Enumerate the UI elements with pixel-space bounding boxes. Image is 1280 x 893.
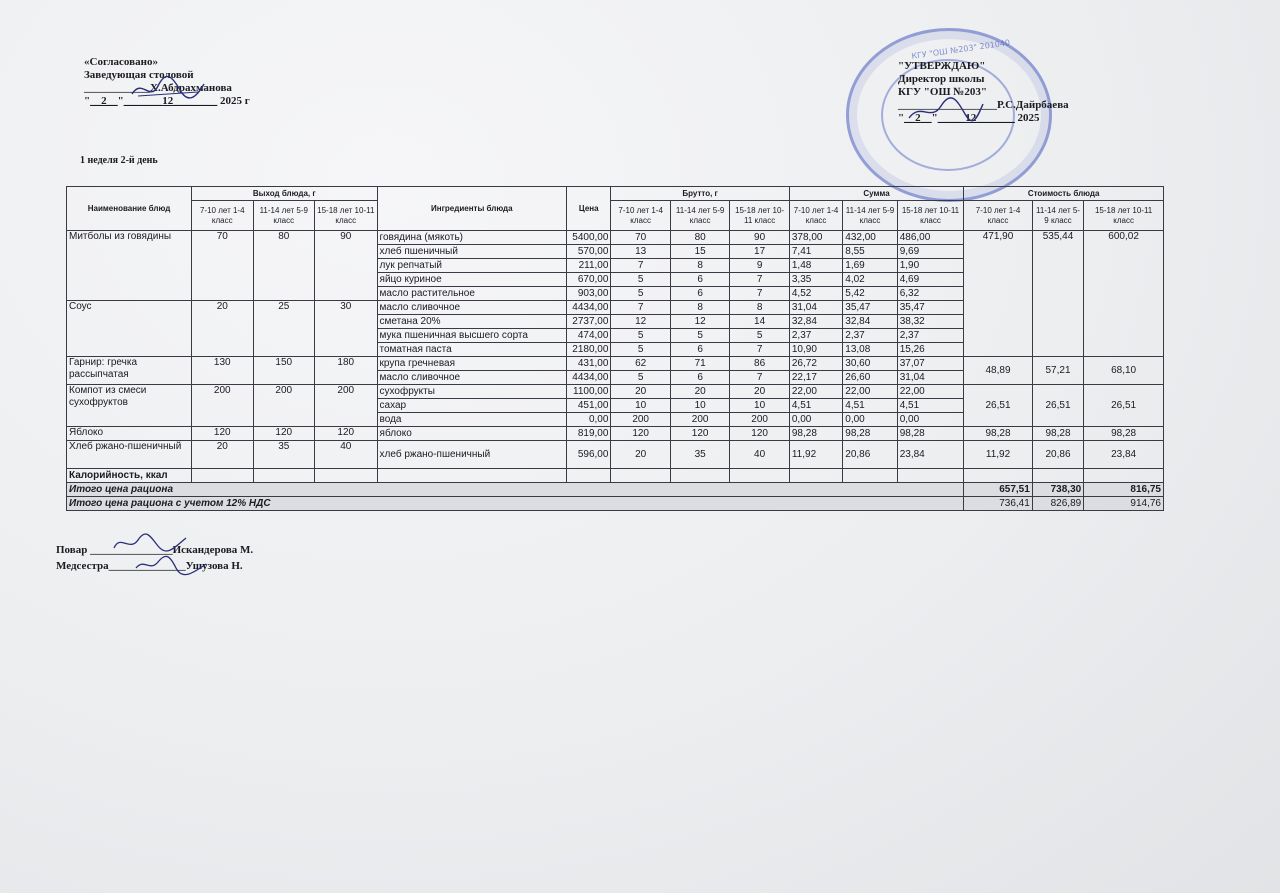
ingredient-sum: 26,60: [843, 371, 897, 385]
approved-org: КГУ "ОШ №203": [898, 86, 987, 98]
table-row: [67, 441, 1164, 469]
ingredient-name: хлеб пшеничный: [377, 245, 567, 259]
ingredient-brutto: 10: [730, 399, 790, 413]
ingredient-brutto: 120: [611, 427, 670, 441]
total-label: Итого цена рациона: [67, 483, 964, 497]
ingredient-name: яйцо куриное: [377, 273, 567, 287]
ingredient-name: яблоко: [377, 427, 567, 441]
ingredient-sum: 8,55: [843, 245, 897, 259]
ingredient-brutto: 6: [670, 287, 729, 301]
ingredient-sum: 0,00: [897, 413, 964, 427]
menu-body: [67, 231, 1164, 469]
total-age3: 816,75: [1084, 483, 1164, 497]
ingredient-sum: 35,47: [897, 301, 964, 315]
header-sum-age1: 7-10 лет 1-4 класс: [789, 201, 842, 231]
ingredient-sum: 11,92: [789, 441, 842, 469]
ingredient-name: сметана 20%: [377, 315, 567, 329]
approved-date-year: 2025: [1017, 112, 1040, 124]
dish-cost: 20,86: [1032, 441, 1083, 469]
ingredient-price: 4434,00: [567, 301, 611, 315]
ingredient-price: 451,00: [567, 399, 611, 413]
ingredient-price: 903,00: [567, 287, 611, 301]
table-row: [67, 385, 1164, 399]
dish-output: 20: [192, 301, 254, 357]
ingredient-brutto: 35: [670, 441, 729, 469]
dish-cost: 23,84: [1084, 441, 1164, 469]
ingredient-brutto: 20: [730, 385, 790, 399]
dish-name: Митболы из говядины: [67, 231, 192, 301]
ingredient-brutto: 6: [670, 343, 729, 357]
approved-date-line: "__2__"_____12_______ 2025: [898, 112, 1040, 124]
ingredient-brutto: 15: [670, 245, 729, 259]
header-cost: Стоимость блюда: [964, 187, 1164, 201]
cook-line: Повар _______________Искандерова М.: [56, 544, 254, 556]
dish-cost: 26,51: [1084, 385, 1164, 427]
ingredient-sum: 4,02: [843, 273, 897, 287]
menu-table: [66, 186, 1164, 511]
ingredient-price: 670,00: [567, 273, 611, 287]
ingredient-price: 431,00: [567, 357, 611, 371]
ingredient-price: 0,00: [567, 413, 611, 427]
header-sum-age2: 11-14 лет 5-9 класс: [843, 201, 897, 231]
dish-cost: 98,28: [1032, 427, 1083, 441]
ingredient-brutto: 200: [611, 413, 670, 427]
ingredient-sum: 5,42: [843, 287, 897, 301]
ingredient-sum: 6,32: [897, 287, 964, 301]
ingredient-sum: 30,60: [843, 357, 897, 371]
ingredient-sum: 26,72: [789, 357, 842, 371]
ingredient-sum: 98,28: [843, 427, 897, 441]
ingredient-price: 1100,00: [567, 385, 611, 399]
header-sum-age3: 15-18 лет 10-11 класс: [897, 201, 964, 231]
dish-cost: 535,44: [1032, 231, 1083, 357]
ingredient-sum: 4,51: [789, 399, 842, 413]
ingredient-name: сухофрукты: [377, 385, 567, 399]
ingredient-brutto: 5: [611, 287, 670, 301]
dish-cost: 26,51: [1032, 385, 1083, 427]
ingredient-brutto: 10: [670, 399, 729, 413]
ingredient-name: сахар: [377, 399, 567, 413]
ingredient-brutto: 80: [670, 231, 729, 245]
ingredient-name: масло сливочное: [377, 371, 567, 385]
dish-output: 120: [315, 427, 378, 441]
ingredient-brutto: 12: [611, 315, 670, 329]
ingredient-brutto: 120: [730, 427, 790, 441]
header-brutto: Брутто, г: [611, 187, 789, 201]
ingredient-brutto: 7: [611, 259, 670, 273]
dish-name: Яблоко: [67, 427, 192, 441]
dish-output: 200: [253, 385, 315, 427]
ingredient-sum: 2,37: [843, 329, 897, 343]
week-label: 1 неделя 2-й день: [80, 155, 158, 166]
ingredient-price: 474,00: [567, 329, 611, 343]
ingredient-brutto: 17: [730, 245, 790, 259]
ingredient-brutto: 6: [670, 371, 729, 385]
cook-name: Искандерова М.: [172, 544, 254, 556]
ingredient-brutto: 12: [670, 315, 729, 329]
agreed-name-line: ____________Х.Абдрахманова: [84, 82, 232, 94]
dish-cost: 471,90: [964, 231, 1033, 357]
calories-label: Калорийность, ккал: [67, 469, 192, 483]
ingredient-price: 2180,00: [567, 343, 611, 357]
header-sum: Сумма: [789, 187, 963, 201]
ingredient-sum: 98,28: [789, 427, 842, 441]
approved-name: Р.С.Дайрбаева: [997, 99, 1069, 111]
ingredient-name: масло сливочное: [377, 301, 567, 315]
dish-cost: 98,28: [1084, 427, 1164, 441]
ingredient-price: 570,00: [567, 245, 611, 259]
ingredient-sum: 32,84: [843, 315, 897, 329]
total-vat-age2: 826,89: [1032, 497, 1083, 511]
ingredient-sum: 1,90: [897, 259, 964, 273]
dish-output: 20: [192, 441, 254, 469]
ingredient-price: 5400,00: [567, 231, 611, 245]
ingredient-name: мука пшеничная высшего сорта: [377, 329, 567, 343]
agreed-date-year: 2025 г: [219, 95, 250, 107]
dish-output: 200: [315, 385, 378, 427]
dish-output: 150: [253, 357, 315, 385]
agreed-date-line: "__2__"_______12________ 2025 г: [84, 95, 250, 107]
ingredient-sum: 2,37: [789, 329, 842, 343]
ingredient-name: томатная паста: [377, 343, 567, 357]
ingredient-brutto: 8: [670, 259, 729, 273]
approved-date-month: 12: [965, 112, 977, 124]
nurse-line: Медсестра______________Ушузова Н.: [56, 560, 243, 572]
ingredient-name: крупа гречневая: [377, 357, 567, 371]
dish-name: Хлеб ржано-пшеничный: [67, 441, 192, 469]
header-output-age1: 7-10 лет 1-4 класс: [192, 201, 254, 231]
dish-output: 120: [192, 427, 254, 441]
ingredient-sum: 32,84: [789, 315, 842, 329]
agreed-title: «Согласовано»: [84, 56, 158, 68]
ingredient-sum: 432,00: [843, 231, 897, 245]
table-row: [67, 231, 1164, 245]
ingredient-price: 4434,00: [567, 371, 611, 385]
dish-name: Соус: [67, 301, 192, 357]
dish-output: 180: [315, 357, 378, 385]
total-vat-age1: 736,41: [964, 497, 1033, 511]
ingredient-price: 819,00: [567, 427, 611, 441]
dish-name: Гарнир: гречка рассыпчатая: [67, 357, 192, 385]
ingredient-brutto: 40: [730, 441, 790, 469]
ingredient-brutto: 71: [670, 357, 729, 371]
dish-output: 90: [315, 231, 378, 301]
cook-signature: [110, 532, 190, 554]
ingredient-sum: 1,48: [789, 259, 842, 273]
agreed-position: Заведующая столовой: [84, 69, 194, 81]
ingredient-sum: 378,00: [789, 231, 842, 245]
ingredient-sum: 13,08: [843, 343, 897, 357]
ingredient-brutto: 5: [611, 371, 670, 385]
ingredient-sum: 31,04: [789, 301, 842, 315]
dish-name: Компот из смеси сухофруктов: [67, 385, 192, 427]
ingredient-brutto: 5: [670, 329, 729, 343]
cook-role: Повар: [56, 544, 88, 556]
dish-cost: 68,10: [1084, 357, 1164, 385]
table-row: [67, 357, 1164, 371]
ingredient-brutto: 20: [611, 441, 670, 469]
ingredient-brutto: 9: [730, 259, 790, 273]
ingredient-brutto: 70: [611, 231, 670, 245]
ingredient-sum: 20,86: [843, 441, 897, 469]
ingredient-brutto: 7: [611, 301, 670, 315]
ingredient-sum: 4,69: [897, 273, 964, 287]
total-vat-label: Итого цена рациона с учетом 12% НДС: [67, 497, 964, 511]
ingredient-sum: 486,00: [897, 231, 964, 245]
approved-name-line: __________________Р.С.Дайрбаева: [898, 99, 1069, 111]
ingredient-sum: 31,04: [897, 371, 964, 385]
ingredient-brutto: 7: [730, 371, 790, 385]
ingredient-sum: 4,51: [843, 399, 897, 413]
ingredient-sum: 0,00: [843, 413, 897, 427]
ingredient-sum: 35,47: [843, 301, 897, 315]
header-output-age3: 15-18 лет 10-11 класс: [315, 201, 378, 231]
ingredient-name: говядина (мякоть): [377, 231, 567, 245]
header-brutto-age3: 15-18 лет 10-11 класс: [730, 201, 790, 231]
header-brutto-age2: 11-14 лет 5-9 класс: [670, 201, 729, 231]
ingredient-sum: 7,41: [789, 245, 842, 259]
dish-cost: 48,89: [964, 357, 1033, 385]
ingredient-brutto: 10: [611, 399, 670, 413]
header-cost-age1: 7-10 лет 1-4 класс: [964, 201, 1033, 231]
header-ingredients: Ингредиенты блюда: [377, 187, 567, 231]
dish-output: 70: [192, 231, 254, 301]
dish-output: 40: [315, 441, 378, 469]
ingredient-sum: 98,28: [897, 427, 964, 441]
header-cost-age2: 11-14 лет 5-9 класс: [1032, 201, 1083, 231]
ingredient-sum: 10,90: [789, 343, 842, 357]
ingredient-price: 211,00: [567, 259, 611, 273]
dish-cost: 57,21: [1032, 357, 1083, 385]
dish-cost: 26,51: [964, 385, 1033, 427]
ingredient-sum: 15,26: [897, 343, 964, 357]
nurse-name: Ушузова Н.: [185, 560, 243, 572]
ingredient-sum: 23,84: [897, 441, 964, 469]
header-brutto-age1: 7-10 лет 1-4 класс: [611, 201, 670, 231]
stamp-lettering: КГУ "ОШ №203" 201040: [910, 38, 1011, 61]
agreed-name: Х.Абдрахманова: [150, 82, 232, 94]
ingredient-sum: 37,07: [897, 357, 964, 371]
ingredient-brutto: 120: [670, 427, 729, 441]
ingredient-brutto: 62: [611, 357, 670, 371]
header-output-age2: 11-14 лет 5-9 класс: [253, 201, 315, 231]
total-age2: 738,30: [1032, 483, 1083, 497]
dish-output: 200: [192, 385, 254, 427]
ingredient-sum: 22,00: [789, 385, 842, 399]
dish-cost: 600,02: [1084, 231, 1164, 357]
ingredient-brutto: 20: [670, 385, 729, 399]
ingredient-sum: 4,52: [789, 287, 842, 301]
ingredient-price: 2737,00: [567, 315, 611, 329]
approved-signature: [905, 96, 985, 126]
approved-date-day: 2: [915, 112, 921, 124]
ingredient-sum: 38,32: [897, 315, 964, 329]
ingredient-brutto: 5: [730, 329, 790, 343]
nurse-signature: [132, 554, 212, 576]
ingredient-brutto: 5: [611, 273, 670, 287]
ingredient-sum: 2,37: [897, 329, 964, 343]
approved-title: "УТВЕРЖДАЮ": [898, 60, 986, 72]
nurse-role: Медсестра: [56, 560, 109, 572]
ingredient-sum: 9,69: [897, 245, 964, 259]
ingredient-sum: 22,00: [843, 385, 897, 399]
total-vat-age3: 914,76: [1084, 497, 1164, 511]
ingredient-brutto: 14: [730, 315, 790, 329]
ingredient-name: хлеб ржано-пшеничный: [377, 441, 567, 469]
header-dish: Наименование блюд: [67, 187, 192, 231]
dish-output: 130: [192, 357, 254, 385]
ingredient-name: вода: [377, 413, 567, 427]
header-price: Цена: [567, 187, 611, 231]
ingredient-brutto: 90: [730, 231, 790, 245]
header-output: Выход блюда, г: [192, 187, 378, 201]
dish-output: 25: [253, 301, 315, 357]
ingredient-price: 596,00: [567, 441, 611, 469]
ingredient-brutto: 7: [730, 343, 790, 357]
agreed-date-month: 12: [162, 95, 174, 107]
ingredient-sum: 3,35: [789, 273, 842, 287]
ingredient-brutto: 86: [730, 357, 790, 371]
ingredient-sum: 4,51: [897, 399, 964, 413]
ingredient-brutto: 8: [670, 301, 729, 315]
ingredient-brutto: 7: [730, 273, 790, 287]
ingredient-name: масло растительное: [377, 287, 567, 301]
ingredient-brutto: 5: [611, 343, 670, 357]
ingredient-brutto: 13: [611, 245, 670, 259]
ingredient-brutto: 5: [611, 329, 670, 343]
ingredient-brutto: 200: [670, 413, 729, 427]
ingredient-sum: 0,00: [789, 413, 842, 427]
ingredient-sum: 22,00: [897, 385, 964, 399]
agreed-signature: [128, 74, 208, 104]
dish-output: 35: [253, 441, 315, 469]
ingredient-brutto: 8: [730, 301, 790, 315]
ingredient-sum: 22,17: [789, 371, 842, 385]
dish-cost: 11,92: [964, 441, 1033, 469]
total-age1: 657,51: [964, 483, 1033, 497]
ingredient-brutto: 200: [730, 413, 790, 427]
ingredient-brutto: 6: [670, 273, 729, 287]
ingredient-name: лук репчатый: [377, 259, 567, 273]
dish-output: 30: [315, 301, 378, 357]
table-row: [67, 427, 1164, 441]
dish-cost: 98,28: [964, 427, 1033, 441]
agreed-date-day: 2: [101, 95, 107, 107]
approved-position: Директор школы: [898, 73, 985, 85]
dish-output: 120: [253, 427, 315, 441]
ingredient-brutto: 7: [730, 287, 790, 301]
ingredient-brutto: 20: [611, 385, 670, 399]
dish-output: 80: [253, 231, 315, 301]
header-cost-age3: 15-18 лет 10-11 класс: [1084, 201, 1164, 231]
ingredient-sum: 1,69: [843, 259, 897, 273]
